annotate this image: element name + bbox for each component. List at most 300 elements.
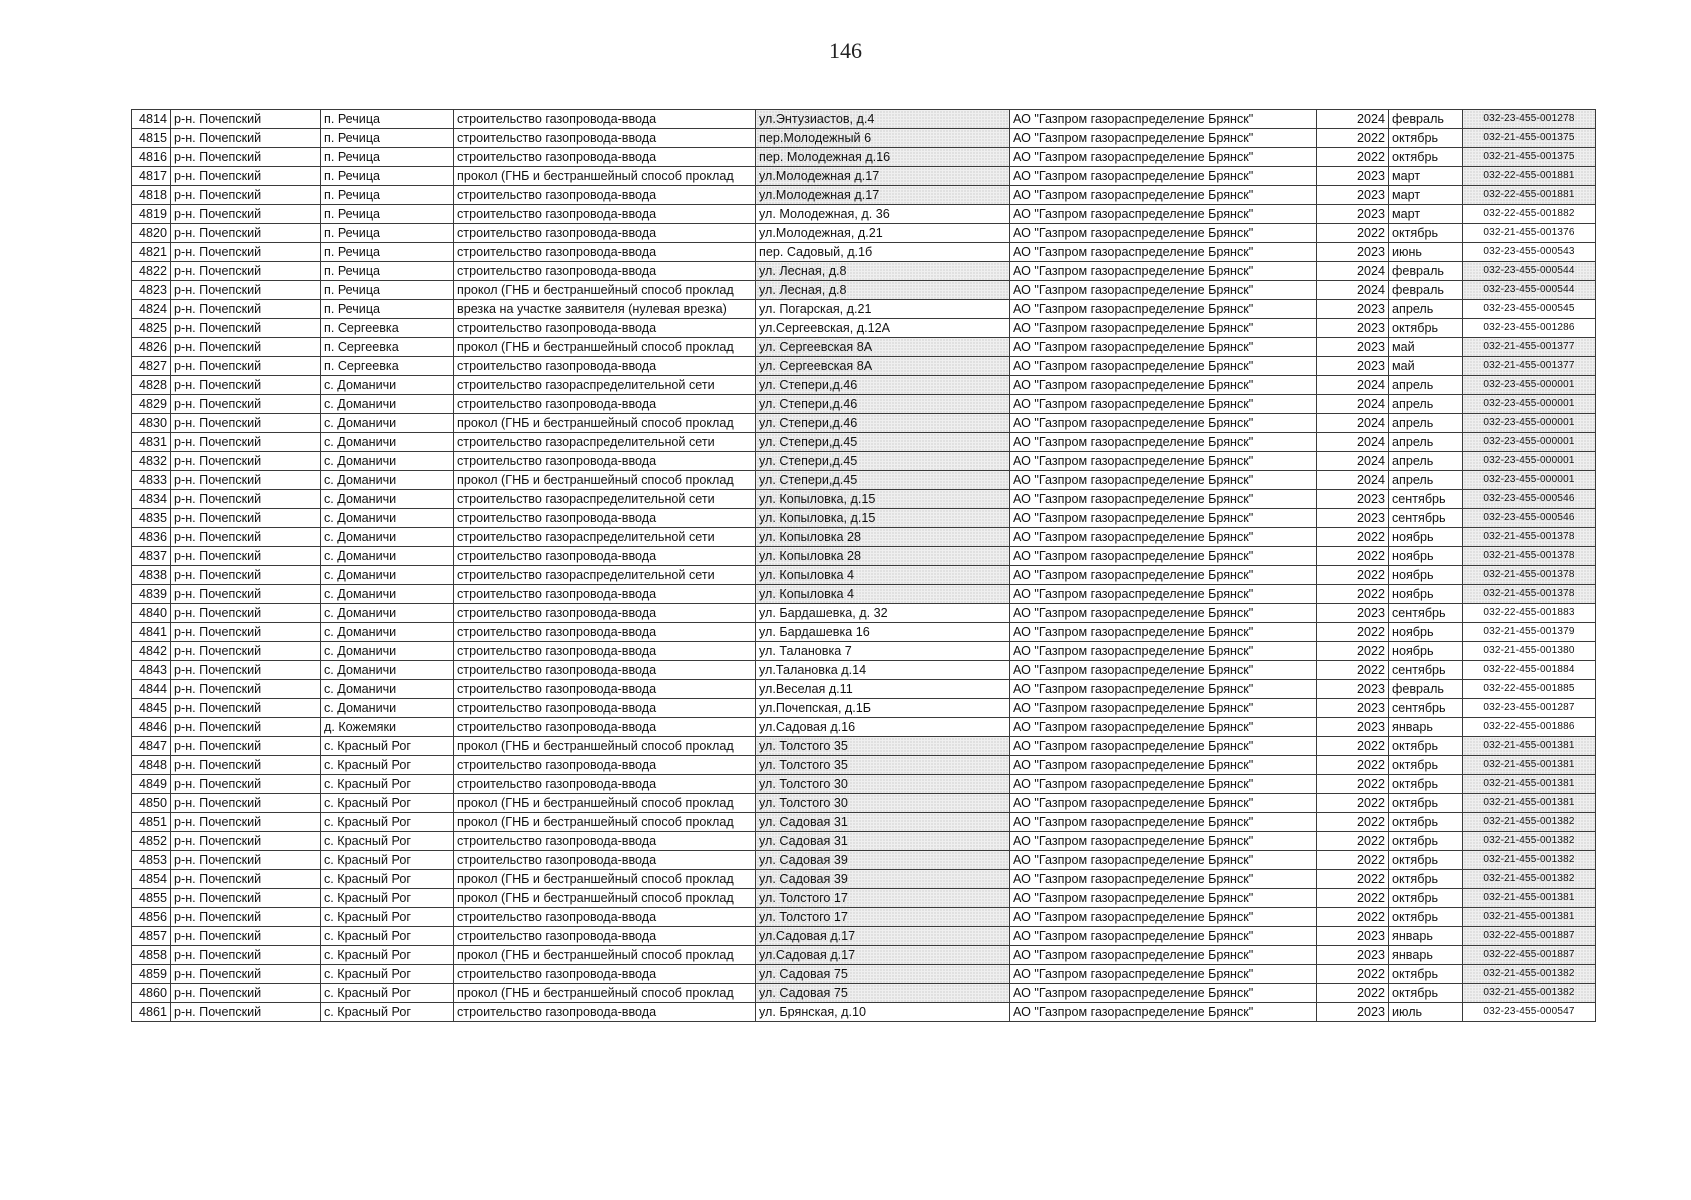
table-row: [132, 965, 1596, 984]
address-cell: ул. Копыловка 4: [756, 585, 1010, 604]
row-number: 4842: [132, 642, 171, 661]
row-number: 4856: [132, 908, 171, 927]
work-type-cell: строительство газораспределительной сети: [454, 528, 756, 547]
application-code-cell: 032-23-455-000546: [1463, 509, 1596, 528]
locality-cell: с. Красный Рог: [321, 851, 454, 870]
work-type-cell: прокол (ГНБ и бестраншейный способ проклад: [454, 737, 756, 756]
year-cell: 2022: [1317, 984, 1389, 1003]
locality-cell: с. Доманичи: [321, 699, 454, 718]
district-cell: р-н. Почепский: [171, 490, 321, 509]
district-cell: р-н. Почепский: [171, 927, 321, 946]
district-cell: р-н. Почепский: [171, 262, 321, 281]
address-cell: пер.Молодежный 6: [756, 129, 1010, 148]
district-cell: р-н. Почепский: [171, 509, 321, 528]
row-number: 4817: [132, 167, 171, 186]
year-cell: 2023: [1317, 946, 1389, 965]
work-type-cell: строительство газопровода-ввода: [454, 642, 756, 661]
address-cell: ул. Толстого 17: [756, 908, 1010, 927]
row-number: 4845: [132, 699, 171, 718]
application-code-cell: 032-23-455-000001: [1463, 471, 1596, 490]
locality-cell: п. Речица: [321, 243, 454, 262]
year-cell: 2023: [1317, 718, 1389, 737]
month-cell: январь: [1389, 718, 1463, 737]
row-number: 4855: [132, 889, 171, 908]
locality-cell: с. Доманичи: [321, 566, 454, 585]
month-cell: сентябрь: [1389, 604, 1463, 623]
locality-cell: с. Доманичи: [321, 452, 454, 471]
locality-cell: с. Красный Рог: [321, 794, 454, 813]
organization-cell: АО "Газпром газораспределение Брянск": [1010, 851, 1317, 870]
district-cell: р-н. Почепский: [171, 623, 321, 642]
address-cell: ул.Веселая д.11: [756, 680, 1010, 699]
address-cell: ул. Садовая 75: [756, 965, 1010, 984]
table-row: [132, 414, 1596, 433]
district-cell: р-н. Почепский: [171, 870, 321, 889]
row-number: 4852: [132, 832, 171, 851]
row-number: 4846: [132, 718, 171, 737]
address-cell: ул.Талановка д.14: [756, 661, 1010, 680]
work-type-cell: прокол (ГНБ и бестраншейный способ проклад: [454, 984, 756, 1003]
address-cell: ул.Садовая д.17: [756, 927, 1010, 946]
month-cell: январь: [1389, 946, 1463, 965]
month-cell: октябрь: [1389, 224, 1463, 243]
district-cell: р-н. Почепский: [171, 965, 321, 984]
organization-cell: АО "Газпром газораспределение Брянск": [1010, 509, 1317, 528]
organization-cell: АО "Газпром газораспределение Брянск": [1010, 414, 1317, 433]
work-type-cell: строительство газораспределительной сети: [454, 566, 756, 585]
row-number: 4823: [132, 281, 171, 300]
work-type-cell: прокол (ГНБ и бестраншейный способ проклад: [454, 414, 756, 433]
table-row: [132, 547, 1596, 566]
work-type-cell: строительство газопровода-ввода: [454, 205, 756, 224]
table-row: [132, 946, 1596, 965]
work-type-cell: строительство газопровода-ввода: [454, 262, 756, 281]
year-cell: 2022: [1317, 813, 1389, 832]
organization-cell: АО "Газпром газораспределение Брянск": [1010, 452, 1317, 471]
table-row: [132, 300, 1596, 319]
application-code-cell: 032-21-455-001376: [1463, 224, 1596, 243]
year-cell: 2023: [1317, 490, 1389, 509]
application-code-cell: 032-22-455-001885: [1463, 680, 1596, 699]
row-number: 4830: [132, 414, 171, 433]
month-cell: сентябрь: [1389, 490, 1463, 509]
address-cell: ул. Копыловка 28: [756, 528, 1010, 547]
organization-cell: АО "Газпром газораспределение Брянск": [1010, 186, 1317, 205]
row-number: 4832: [132, 452, 171, 471]
application-code-cell: 032-21-455-001381: [1463, 756, 1596, 775]
table-row: [132, 661, 1596, 680]
table-row: [132, 813, 1596, 832]
district-cell: р-н. Почепский: [171, 319, 321, 338]
locality-cell: п. Речица: [321, 110, 454, 129]
month-cell: ноябрь: [1389, 623, 1463, 642]
month-cell: ноябрь: [1389, 547, 1463, 566]
district-cell: р-н. Почепский: [171, 737, 321, 756]
row-number: 4848: [132, 756, 171, 775]
application-code-cell: 032-21-455-001380: [1463, 642, 1596, 661]
table-row: [132, 205, 1596, 224]
month-cell: ноябрь: [1389, 585, 1463, 604]
year-cell: 2022: [1317, 851, 1389, 870]
work-type-cell: строительство газопровода-ввода: [454, 965, 756, 984]
row-number: 4834: [132, 490, 171, 509]
locality-cell: с. Красный Рог: [321, 927, 454, 946]
district-cell: р-н. Почепский: [171, 1003, 321, 1022]
application-code-cell: 032-23-455-000544: [1463, 281, 1596, 300]
district-cell: р-н. Почепский: [171, 338, 321, 357]
table-row: [132, 794, 1596, 813]
month-cell: апрель: [1389, 395, 1463, 414]
organization-cell: АО "Газпром газораспределение Брянск": [1010, 243, 1317, 262]
locality-cell: с. Доманичи: [321, 528, 454, 547]
row-number: 4851: [132, 813, 171, 832]
table-row: [132, 585, 1596, 604]
organization-cell: АО "Газпром газораспределение Брянск": [1010, 737, 1317, 756]
application-code-cell: 032-21-455-001382: [1463, 984, 1596, 1003]
locality-cell: п. Речица: [321, 262, 454, 281]
row-number: 4818: [132, 186, 171, 205]
work-type-cell: прокол (ГНБ и бестраншейный способ проклад: [454, 471, 756, 490]
locality-cell: с. Красный Рог: [321, 775, 454, 794]
locality-cell: с. Красный Рог: [321, 908, 454, 927]
month-cell: февраль: [1389, 110, 1463, 129]
district-cell: р-н. Почепский: [171, 699, 321, 718]
locality-cell: с. Доманичи: [321, 680, 454, 699]
table-row: [132, 528, 1596, 547]
locality-cell: с. Доманичи: [321, 490, 454, 509]
address-cell: ул.Молодежная, д.21: [756, 224, 1010, 243]
address-cell: ул. Степери,д.45: [756, 433, 1010, 452]
year-cell: 2023: [1317, 338, 1389, 357]
month-cell: апрель: [1389, 414, 1463, 433]
year-cell: 2022: [1317, 661, 1389, 680]
address-cell: ул. Копыловка 28: [756, 547, 1010, 566]
locality-cell: с. Красный Рог: [321, 1003, 454, 1022]
table-row: [132, 224, 1596, 243]
application-code-cell: 032-22-455-001884: [1463, 661, 1596, 680]
organization-cell: АО "Газпром газораспределение Брянск": [1010, 471, 1317, 490]
application-code-cell: 032-23-455-000544: [1463, 262, 1596, 281]
year-cell: 2022: [1317, 832, 1389, 851]
application-code-cell: 032-21-455-001377: [1463, 338, 1596, 357]
address-cell: ул. Толстого 17: [756, 889, 1010, 908]
district-cell: р-н. Почепский: [171, 167, 321, 186]
district-cell: р-н. Почепский: [171, 528, 321, 547]
application-code-cell: 032-23-455-001287: [1463, 699, 1596, 718]
organization-cell: АО "Газпром газораспределение Брянск": [1010, 395, 1317, 414]
application-code-cell: 032-21-455-001378: [1463, 528, 1596, 547]
month-cell: июль: [1389, 1003, 1463, 1022]
district-cell: р-н. Почепский: [171, 205, 321, 224]
address-cell: ул. Толстого 35: [756, 737, 1010, 756]
organization-cell: АО "Газпром газораспределение Брянск": [1010, 642, 1317, 661]
table-row: [132, 167, 1596, 186]
year-cell: 2022: [1317, 528, 1389, 547]
locality-cell: с. Красный Рог: [321, 756, 454, 775]
district-cell: р-н. Почепский: [171, 775, 321, 794]
row-number: 4816: [132, 148, 171, 167]
table-row: [132, 395, 1596, 414]
address-cell: ул. Степери,д.46: [756, 414, 1010, 433]
address-cell: ул. Погарская, д.21: [756, 300, 1010, 319]
table-row: [132, 110, 1596, 129]
application-code-cell: 032-21-455-001382: [1463, 851, 1596, 870]
application-code-cell: 032-22-455-001882: [1463, 205, 1596, 224]
month-cell: апрель: [1389, 433, 1463, 452]
address-cell: ул. Садовая 31: [756, 813, 1010, 832]
locality-cell: п. Речица: [321, 129, 454, 148]
table-row: [132, 870, 1596, 889]
work-type-cell: строительство газопровода-ввода: [454, 452, 756, 471]
register-body: [132, 110, 1596, 1022]
work-type-cell: строительство газопровода-ввода: [454, 129, 756, 148]
year-cell: 2023: [1317, 167, 1389, 186]
month-cell: октябрь: [1389, 984, 1463, 1003]
address-cell: ул. Толстого 35: [756, 756, 1010, 775]
application-code-cell: 032-23-455-000001: [1463, 452, 1596, 471]
address-cell: ул. Степери,д.45: [756, 471, 1010, 490]
table-row: [132, 338, 1596, 357]
locality-cell: п. Речица: [321, 167, 454, 186]
month-cell: апрель: [1389, 376, 1463, 395]
organization-cell: АО "Газпром газораспределение Брянск": [1010, 623, 1317, 642]
work-type-cell: строительство газопровода-ввода: [454, 718, 756, 737]
table-row: [132, 433, 1596, 452]
row-number: 4814: [132, 110, 171, 129]
year-cell: 2022: [1317, 737, 1389, 756]
year-cell: 2024: [1317, 395, 1389, 414]
work-type-cell: строительство газопровода-ввода: [454, 851, 756, 870]
district-cell: р-н. Почепский: [171, 889, 321, 908]
address-cell: ул.Садовая д.16: [756, 718, 1010, 737]
locality-cell: п. Речица: [321, 224, 454, 243]
district-cell: р-н. Почепский: [171, 585, 321, 604]
row-number: 4824: [132, 300, 171, 319]
address-cell: пер. Садовый, д.1б: [756, 243, 1010, 262]
table-row: [132, 148, 1596, 167]
year-cell: 2024: [1317, 433, 1389, 452]
locality-cell: п. Речица: [321, 300, 454, 319]
district-cell: р-н. Почепский: [171, 471, 321, 490]
address-cell: ул.Садовая д.17: [756, 946, 1010, 965]
address-cell: ул. Бардашевка 16: [756, 623, 1010, 642]
month-cell: октябрь: [1389, 889, 1463, 908]
address-cell: ул.Молодежная д.17: [756, 186, 1010, 205]
organization-cell: АО "Газпром газораспределение Брянск": [1010, 889, 1317, 908]
application-code-cell: 032-21-455-001378: [1463, 547, 1596, 566]
table-row: [132, 927, 1596, 946]
address-cell: ул. Толстого 30: [756, 794, 1010, 813]
organization-cell: АО "Газпром газораспределение Брянск": [1010, 224, 1317, 243]
month-cell: октябрь: [1389, 832, 1463, 851]
row-number: 4849: [132, 775, 171, 794]
organization-cell: АО "Газпром газораспределение Брянск": [1010, 376, 1317, 395]
work-type-cell: прокол (ГНБ и бестраншейный способ проклад: [454, 813, 756, 832]
year-cell: 2023: [1317, 680, 1389, 699]
row-number: 4841: [132, 623, 171, 642]
district-cell: р-н. Почепский: [171, 756, 321, 775]
application-code-cell: 032-23-455-000001: [1463, 395, 1596, 414]
row-number: 4853: [132, 851, 171, 870]
row-number: 4843: [132, 661, 171, 680]
district-cell: р-н. Почепский: [171, 566, 321, 585]
work-type-cell: строительство газопровода-ввода: [454, 319, 756, 338]
locality-cell: с. Доманичи: [321, 376, 454, 395]
table-row: [132, 984, 1596, 1003]
district-cell: р-н. Почепский: [171, 661, 321, 680]
application-code-cell: 032-21-455-001381: [1463, 908, 1596, 927]
application-code-cell: 032-22-455-001883: [1463, 604, 1596, 623]
row-number: 4838: [132, 566, 171, 585]
year-cell: 2022: [1317, 870, 1389, 889]
organization-cell: АО "Газпром газораспределение Брянск": [1010, 148, 1317, 167]
district-cell: р-н. Почепский: [171, 832, 321, 851]
district-cell: р-н. Почепский: [171, 414, 321, 433]
month-cell: февраль: [1389, 281, 1463, 300]
organization-cell: АО "Газпром газораспределение Брянск": [1010, 965, 1317, 984]
locality-cell: с. Красный Рог: [321, 870, 454, 889]
row-number: 4826: [132, 338, 171, 357]
year-cell: 2022: [1317, 623, 1389, 642]
locality-cell: с. Доманичи: [321, 604, 454, 623]
district-cell: р-н. Почепский: [171, 813, 321, 832]
address-cell: ул. Садовая 75: [756, 984, 1010, 1003]
district-cell: р-н. Почепский: [171, 395, 321, 414]
work-type-cell: строительство газораспределительной сети: [454, 490, 756, 509]
application-code-cell: 032-21-455-001378: [1463, 566, 1596, 585]
month-cell: ноябрь: [1389, 528, 1463, 547]
application-code-cell: 032-23-455-000547: [1463, 1003, 1596, 1022]
table-row: [132, 775, 1596, 794]
month-cell: октябрь: [1389, 319, 1463, 338]
work-type-cell: строительство газопровода-ввода: [454, 699, 756, 718]
address-cell: ул. Садовая 39: [756, 870, 1010, 889]
address-cell: ул.Сергеевская, д.12А: [756, 319, 1010, 338]
organization-cell: АО "Газпром газораспределение Брянск": [1010, 604, 1317, 623]
organization-cell: АО "Газпром газораспределение Брянск": [1010, 680, 1317, 699]
address-cell: ул. Степери,д.46: [756, 395, 1010, 414]
table-row: [132, 889, 1596, 908]
locality-cell: с. Доманичи: [321, 509, 454, 528]
locality-cell: с. Доманичи: [321, 471, 454, 490]
table-row: [132, 756, 1596, 775]
address-cell: пер. Молодежная д.16: [756, 148, 1010, 167]
district-cell: р-н. Почепский: [171, 680, 321, 699]
work-type-cell: врезка на участке заявителя (нулевая врезка): [454, 300, 756, 319]
application-code-cell: 032-23-455-000546: [1463, 490, 1596, 509]
locality-cell: п. Речица: [321, 281, 454, 300]
work-type-cell: строительство газораспределительной сети: [454, 376, 756, 395]
row-number: 4837: [132, 547, 171, 566]
organization-cell: АО "Газпром газораспределение Брянск": [1010, 661, 1317, 680]
year-cell: 2023: [1317, 927, 1389, 946]
district-cell: р-н. Почепский: [171, 984, 321, 1003]
locality-cell: д. Кожемяки: [321, 718, 454, 737]
month-cell: апрель: [1389, 471, 1463, 490]
page-number: 146: [829, 38, 862, 63]
locality-cell: с. Красный Рог: [321, 984, 454, 1003]
organization-cell: АО "Газпром газораспределение Брянск": [1010, 167, 1317, 186]
row-number: 4831: [132, 433, 171, 452]
table-row: [132, 243, 1596, 262]
month-cell: январь: [1389, 927, 1463, 946]
work-type-cell: строительство газопровода-ввода: [454, 509, 756, 528]
district-cell: р-н. Почепский: [171, 243, 321, 262]
organization-cell: АО "Газпром газораспределение Брянск": [1010, 946, 1317, 965]
organization-cell: АО "Газпром газораспределение Брянск": [1010, 794, 1317, 813]
locality-cell: с. Красный Рог: [321, 965, 454, 984]
locality-cell: п. Сергеевка: [321, 338, 454, 357]
table-row: [132, 699, 1596, 718]
application-code-cell: 032-21-455-001382: [1463, 813, 1596, 832]
address-cell: ул.Молодежная д.17: [756, 167, 1010, 186]
locality-cell: с. Доманичи: [321, 433, 454, 452]
year-cell: 2022: [1317, 889, 1389, 908]
row-number: 4833: [132, 471, 171, 490]
district-cell: р-н. Почепский: [171, 718, 321, 737]
district-cell: р-н. Почепский: [171, 376, 321, 395]
application-code-cell: 032-22-455-001881: [1463, 186, 1596, 205]
row-number: 4857: [132, 927, 171, 946]
address-cell: ул. Садовая 31: [756, 832, 1010, 851]
work-type-cell: строительство газопровода-ввода: [454, 110, 756, 129]
organization-cell: АО "Газпром газораспределение Брянск": [1010, 300, 1317, 319]
organization-cell: АО "Газпром газораспределение Брянск": [1010, 262, 1317, 281]
table-row: [132, 471, 1596, 490]
work-type-cell: строительство газопровода-ввода: [454, 224, 756, 243]
year-cell: 2023: [1317, 319, 1389, 338]
table-row: [132, 737, 1596, 756]
row-number: 4859: [132, 965, 171, 984]
work-type-cell: строительство газопровода-ввода: [454, 756, 756, 775]
district-cell: р-н. Почепский: [171, 129, 321, 148]
month-cell: октябрь: [1389, 908, 1463, 927]
organization-cell: АО "Газпром газораспределение Брянск": [1010, 984, 1317, 1003]
work-type-cell: строительство газопровода-ввода: [454, 775, 756, 794]
district-cell: р-н. Почепский: [171, 357, 321, 376]
year-cell: 2024: [1317, 281, 1389, 300]
month-cell: сентябрь: [1389, 661, 1463, 680]
month-cell: апрель: [1389, 452, 1463, 471]
work-type-cell: строительство газораспределительной сети: [454, 433, 756, 452]
locality-cell: с. Доманичи: [321, 395, 454, 414]
address-cell: ул. Талановка 7: [756, 642, 1010, 661]
application-code-cell: 032-21-455-001381: [1463, 737, 1596, 756]
table-row: [132, 452, 1596, 471]
locality-cell: п. Речица: [321, 148, 454, 167]
application-code-cell: 032-21-455-001378: [1463, 585, 1596, 604]
district-cell: р-н. Почепский: [171, 110, 321, 129]
row-number: 4828: [132, 376, 171, 395]
organization-cell: АО "Газпром газораспределение Брянск": [1010, 129, 1317, 148]
table-row: [132, 851, 1596, 870]
year-cell: 2022: [1317, 547, 1389, 566]
locality-cell: с. Доманичи: [321, 585, 454, 604]
year-cell: 2023: [1317, 604, 1389, 623]
row-number: 4825: [132, 319, 171, 338]
month-cell: апрель: [1389, 300, 1463, 319]
district-cell: р-н. Почепский: [171, 642, 321, 661]
month-cell: октябрь: [1389, 851, 1463, 870]
table-row: [132, 376, 1596, 395]
month-cell: октябрь: [1389, 813, 1463, 832]
row-number: 4840: [132, 604, 171, 623]
work-type-cell: строительство газопровода-ввода: [454, 395, 756, 414]
locality-cell: с. Красный Рог: [321, 737, 454, 756]
month-cell: октябрь: [1389, 870, 1463, 889]
locality-cell: с. Доманичи: [321, 642, 454, 661]
table-row: [132, 319, 1596, 338]
